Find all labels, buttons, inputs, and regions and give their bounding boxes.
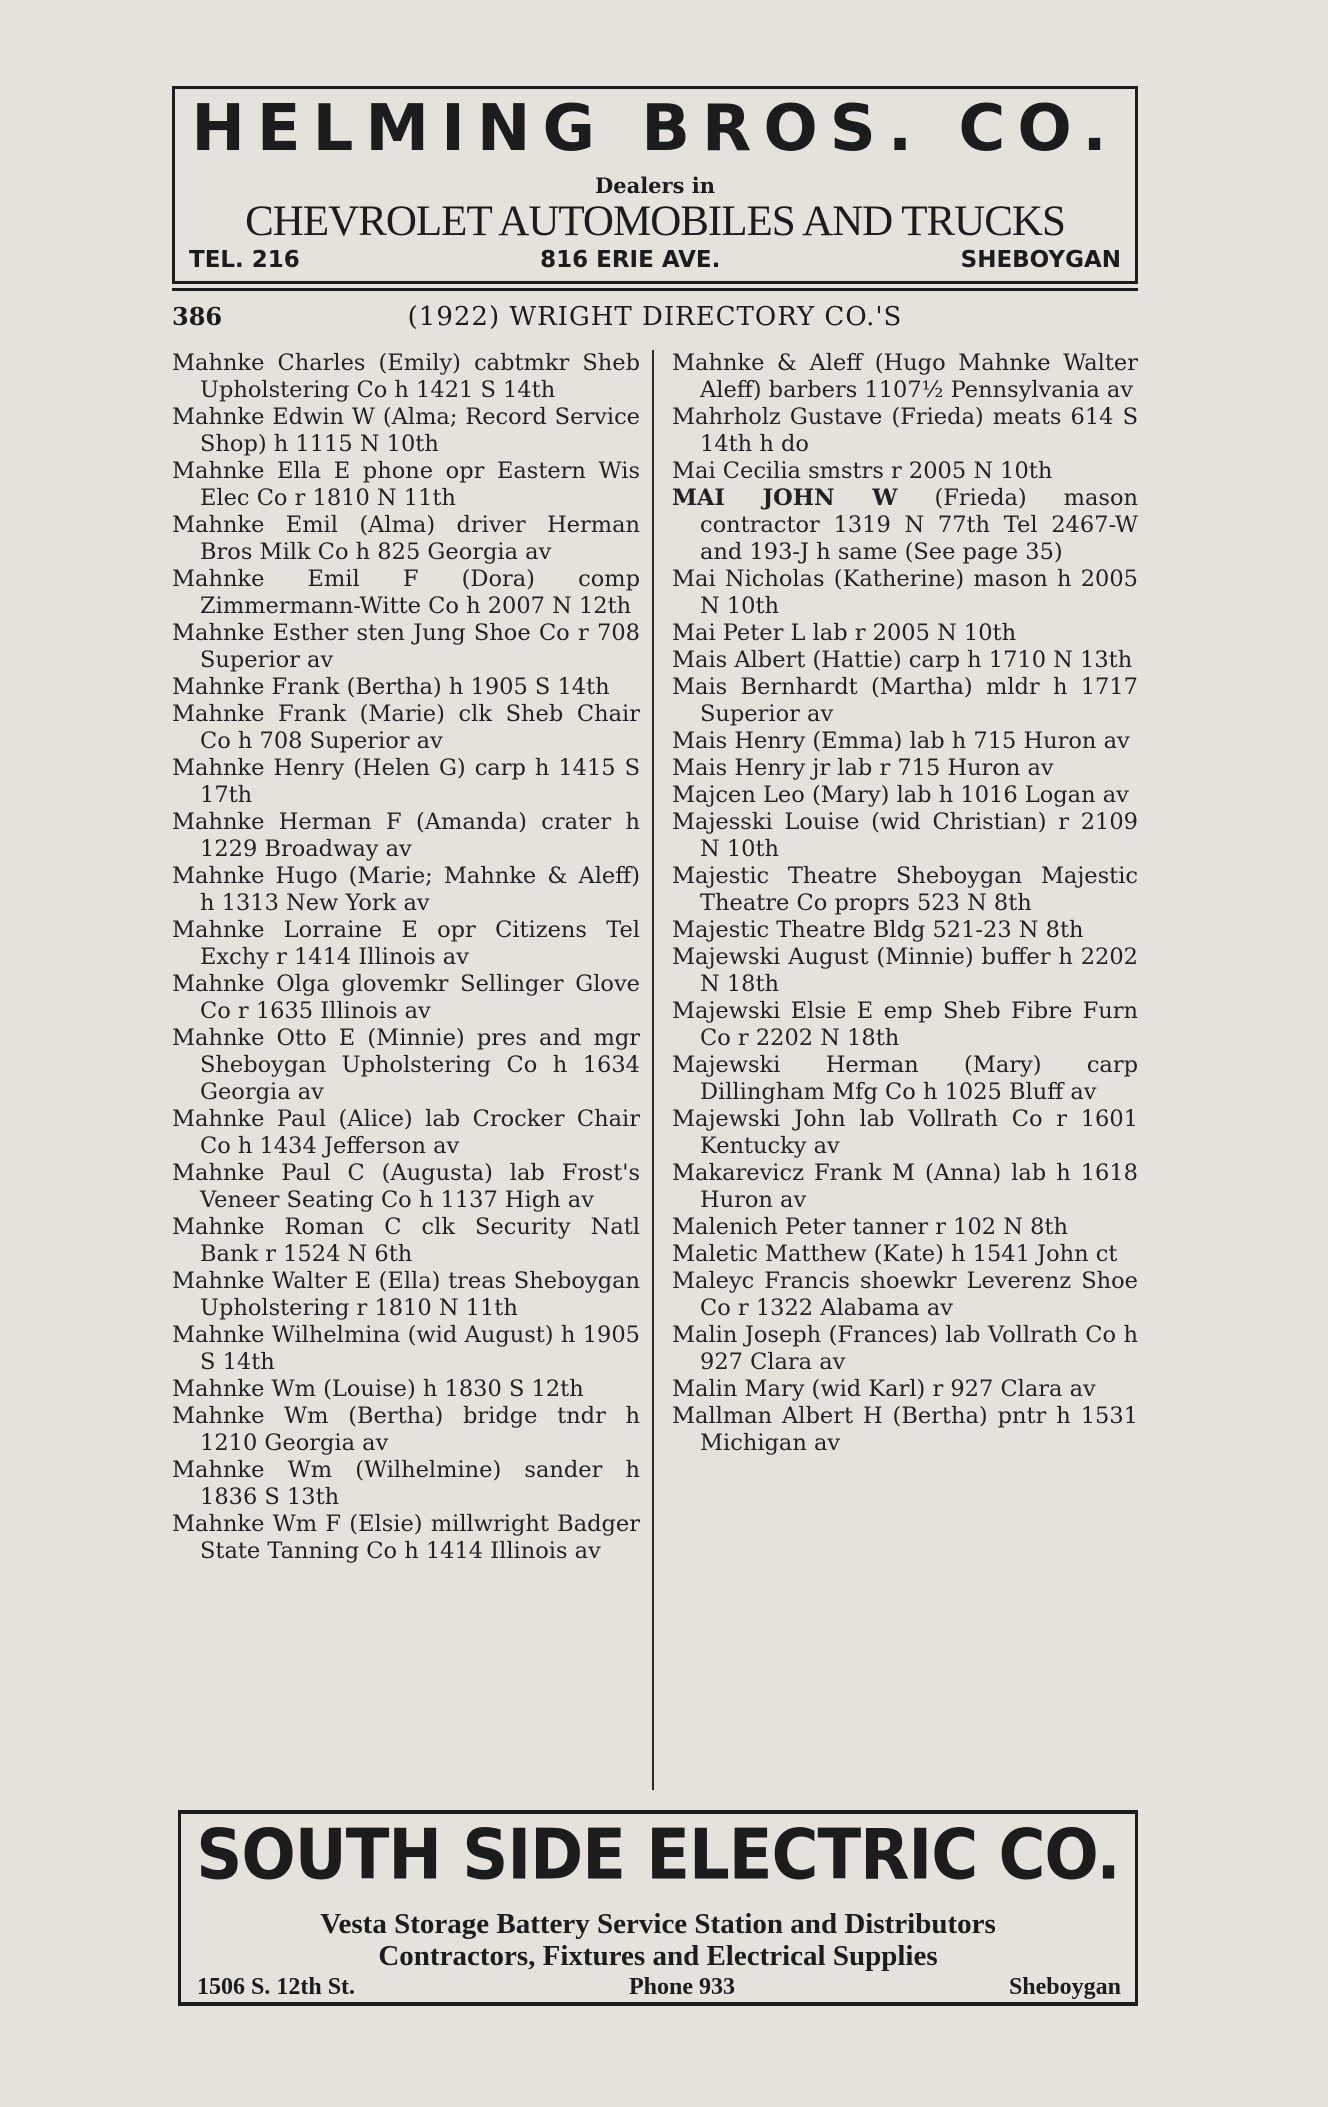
directory-entry: Malin Mary (wid Karl) r 927 Clara av [672, 1376, 1096, 1402]
directory-entry: Mais Bernhardt (Martha) mldr h 1717 Superior av [672, 674, 1138, 727]
directory-entry: Mahrholz Gustave (Frieda) meats 614 S 14th h do [672, 404, 1138, 457]
directory-entry: Maletic Matthew (Kate) h 1541 John ct [672, 1241, 1118, 1267]
south-side-electric-advertisement [178, 1810, 1138, 2006]
directory-entry: Mais Henry (Emma) lab h 715 Huron av [672, 728, 1130, 754]
directory-entry: Mahnke Hugo (Marie; Mahnke & Aleff) h 1313 New York av [172, 863, 640, 916]
directory-entry: Mahnke & Aleff (Hugo Mahnke Walter Aleff) barbers 1107½ Pennsylvania av [672, 350, 1138, 403]
ad-bottom-line2: Contractors, Fixtures and Electrical Supplies [378, 1940, 938, 1972]
directory-entry: Maleyc Francis shoewkr Leverenz Shoe Co r 1322 Alabama av [672, 1268, 1138, 1321]
ad-top-address: 816 ERIE AVE. [540, 247, 721, 273]
ad-bottom-line1: Vesta Storage Battery Service Station and Distributors [320, 1908, 996, 1940]
directory-entry: Majewski Herman (Mary) carp Dillingham Mfg Co h 1025 Bluff av [672, 1052, 1138, 1105]
directory-entry: Mahnke Otto E (Minnie) pres and mgr Sheboygan Upholstering Co h 1634 Georgia av [172, 1025, 640, 1105]
ad-top-tel: TEL. 216 [189, 247, 300, 273]
ad-bottom-footer [197, 1974, 1121, 2001]
directory-entry: Mahnke Paul C (Augusta) lab Frost's Veneer Seating Co h 1137 High av [172, 1160, 640, 1213]
directory-entry: Malenich Peter tanner r 102 N 8th [672, 1214, 1068, 1240]
directory-entry: Majcen Leo (Mary) lab h 1016 Logan av [672, 782, 1129, 808]
directory-entry: Mahnke Frank (Marie) clk Sheb Chair Co h 708 Superior av [172, 701, 640, 754]
directory-entry: Mahnke Paul (Alice) lab Crocker Chair Co h 1434 Jefferson av [172, 1106, 640, 1159]
directory-entry: Mahnke Walter E (Ella) treas Sheboygan Upholstering r 1810 N 11th [172, 1268, 640, 1321]
directory-entry: Mahnke Lorraine E opr Citizens Tel Exchy r 1414 Illinois av [172, 917, 640, 970]
right-column [672, 350, 1138, 1457]
directory-entry: Mahnke Wm (Louise) h 1830 S 12th [172, 1376, 584, 1402]
bold-listing-name: MAI JOHN W [672, 485, 898, 511]
ad-top-city: SHEBOYGAN [960, 247, 1121, 273]
directory-entry: Mallman Albert H (Bertha) pntr h 1531 Michigan av [672, 1403, 1138, 1456]
directory-entry: Makarevicz Frank M (Anna) lab h 1618 Huron av [672, 1160, 1138, 1213]
directory-entry: Majesski Louise (wid Christian) r 2109 N 10th [672, 809, 1138, 862]
directory-entry: Mahnke Wilhelmina (wid August) h 1905 S 14th [172, 1322, 640, 1375]
directory-entry: Mahnke Emil F (Dora) comp Zimmermann-Witte Co h 2007 N 12th [172, 566, 640, 619]
directory-entry: Mahnke Roman C clk Security Natl Bank r 1524 N 6th [172, 1214, 640, 1267]
directory-entry: Mahnke Esther sten Jung Shoe Co r 708 Superior av [172, 620, 640, 673]
directory-entry: Mahnke Henry (Helen G) carp h 1415 S 17th [172, 755, 640, 808]
running-title: (1922) WRIGHT DIRECTORY CO.'S [407, 302, 903, 332]
directory-entry: Malin Joseph (Frances) lab Vollrath Co h 927 Clara av [672, 1322, 1138, 1375]
directory-entry: Mahnke Edwin W (Alma; Record Service Shop) h 1115 N 10th [172, 404, 640, 457]
directory-entry: Mahnke Frank (Bertha) h 1905 S 14th [172, 674, 610, 700]
directory-entry: Mahnke Charles (Emily) cabtmkr Sheb Upholstering Co h 1421 S 14th [172, 350, 640, 403]
divider-rule [172, 288, 1138, 291]
ad-bottom-city: Sheboygan [1008, 1974, 1121, 2000]
running-header [172, 300, 1138, 336]
directory-entry: Mahnke Ella E phone opr Eastern Wis Elec Co r 1810 N 11th [172, 458, 640, 511]
directory-entry: Majewski Elsie E emp Sheb Fibre Furn Co r 2202 N 18th [672, 998, 1138, 1051]
directory-entry: Majestic Theatre Sheboygan Majestic Theatre Co proprs 523 N 8th [672, 863, 1138, 916]
directory-entry: Mahnke Olga glovemkr Sellinger Glove Co r 1635 Illinois av [172, 971, 640, 1024]
directory-entry: Mai Peter L lab r 2005 N 10th [672, 620, 1017, 646]
directory-entry: Mahnke Wm (Wilhelmine) sander h 1836 S 13th [172, 1457, 640, 1510]
helming-bros-advertisement [172, 86, 1138, 284]
directory-entry: Majewski August (Minnie) buffer h 2202 N 18th [672, 944, 1138, 997]
ad-top-product-line: CHEVROLET AUTOMOBILES AND TRUCKS [245, 198, 1065, 245]
directory-entry: Mais Henry jr lab r 715 Huron av [672, 755, 1054, 781]
directory-entry: Mahnke Emil (Alma) driver Herman Bros Milk Co h 825 Georgia av [172, 512, 640, 565]
ad-top-footer [189, 247, 1121, 273]
ad-bottom-address: 1506 S. 12th St. [197, 1974, 356, 2000]
directory-entry: MAI JOHN W (Frieda) mason contractor 1319 N 77th Tel 2467-W and 193-J h same (See page 35) [672, 485, 1138, 565]
directory-entry: Mais Albert (Hattie) carp h 1710 N 13th [672, 647, 1133, 673]
directory-entry: Mai Nicholas (Katherine) mason h 2005 N 10th [672, 566, 1138, 619]
directory-entry: Majewski John lab Vollrath Co r 1601 Kentucky av [672, 1106, 1138, 1159]
left-column [172, 350, 640, 1565]
column-divider [652, 350, 654, 1790]
ad-top-title: HELMING BROS. CO. [191, 92, 1119, 166]
directory-entry: Mai Cecilia smstrs r 2005 N 10th [672, 458, 1053, 484]
directory-entry: Mahnke Wm F (Elsie) millwright Badger State Tanning Co h 1414 Illinois av [172, 1511, 640, 1564]
page-number: 386 [172, 302, 223, 331]
directory-entry: Mahnke Wm (Bertha) bridge tndr h 1210 Georgia av [172, 1403, 640, 1456]
ad-top-subtitle: Dealers in [595, 173, 715, 198]
ad-bottom-phone: Phone 933 [628, 1974, 735, 2000]
ad-bottom-title: SOUTH SIDE ELECTRIC CO. [196, 1816, 1120, 1896]
directory-entry: Mahnke Herman F (Amanda) crater h 1229 Broadway av [172, 809, 640, 862]
directory-entry: Majestic Theatre Bldg 521-23 N 8th [672, 917, 1084, 943]
